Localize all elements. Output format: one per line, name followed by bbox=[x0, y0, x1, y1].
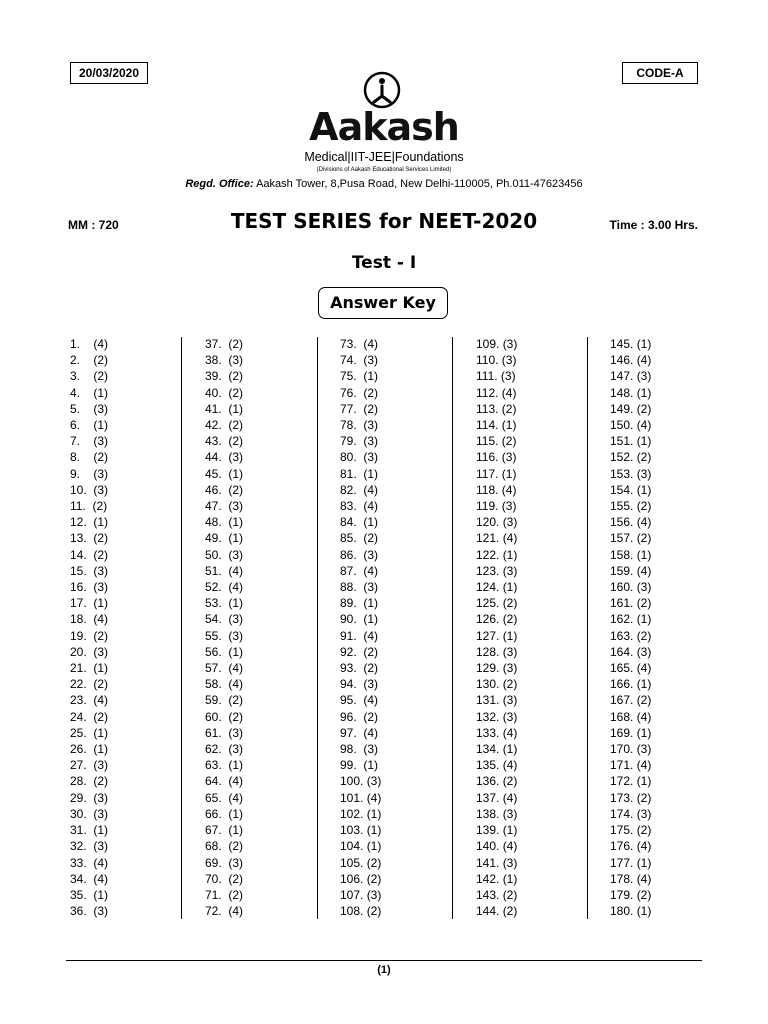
answer-item: 119. (3) bbox=[476, 499, 517, 514]
column-divider bbox=[452, 337, 453, 919]
answer-item: 6. (1) bbox=[70, 418, 109, 433]
answer-item: 104. (1) bbox=[340, 839, 382, 854]
answer-item: 168. (4) bbox=[610, 709, 652, 724]
answer-item: 160. (3) bbox=[610, 580, 652, 595]
answer-item: 159. (4) bbox=[610, 563, 652, 578]
answer-item: 171. (4) bbox=[610, 758, 652, 773]
answer-item: 20. (3) bbox=[70, 644, 109, 659]
answer-item: 158. (1) bbox=[610, 547, 652, 562]
answer-item: 179. (2) bbox=[610, 887, 652, 902]
answer-item: 74. (3) bbox=[340, 353, 379, 368]
answer-item: 139. (1) bbox=[476, 823, 518, 838]
answer-item: 45. (1) bbox=[205, 466, 244, 481]
answer-item: 21. (1) bbox=[70, 661, 109, 676]
answer-item: 87. (4) bbox=[340, 563, 379, 578]
answer-item: 79. (3) bbox=[340, 434, 379, 449]
answer-item: 162. (1) bbox=[610, 612, 652, 627]
answer-item: 149. (2) bbox=[610, 401, 652, 416]
answer-item: 58. (4) bbox=[205, 677, 244, 692]
answer-item: 113. (2) bbox=[476, 401, 517, 416]
answer-item: 16. (3) bbox=[70, 580, 109, 595]
column-divider bbox=[181, 337, 182, 919]
answer-item: 166. (1) bbox=[610, 677, 652, 692]
answer-item: 77. (2) bbox=[340, 401, 379, 416]
answer-item: 80. (3) bbox=[340, 450, 379, 465]
answer-item: 145. (1) bbox=[610, 337, 652, 351]
answer-item: 173. (2) bbox=[610, 790, 652, 805]
answer-item: 135. (4) bbox=[476, 758, 518, 773]
tagline: Medical|IIT-JEE|Foundations bbox=[304, 150, 464, 164]
answer-item: 153. (3) bbox=[610, 466, 652, 481]
answer-item: 169. (1) bbox=[610, 725, 652, 740]
answer-item: 29. (3) bbox=[70, 790, 109, 805]
answer-item: 72. (4) bbox=[205, 904, 244, 919]
answer-item: 99. (1) bbox=[340, 758, 379, 773]
answer-item: 51. (4) bbox=[205, 563, 244, 578]
answer-item: 27. (3) bbox=[70, 758, 109, 773]
answer-item: 93. (2) bbox=[340, 661, 379, 676]
answer-item: 48. (1) bbox=[205, 515, 244, 530]
answer-item: 37. (2) bbox=[205, 337, 244, 351]
answer-item: 4. (1) bbox=[70, 385, 109, 400]
answer-item: 70. (2) bbox=[205, 871, 244, 886]
answer-item: 65. (4) bbox=[205, 790, 244, 805]
answer-item: 112. (4) bbox=[476, 385, 517, 400]
answer-item: 55. (3) bbox=[205, 628, 244, 643]
answer-item: 95. (4) bbox=[340, 693, 379, 708]
answer-item: 50. (3) bbox=[205, 547, 244, 562]
answer-item: 68. (2) bbox=[205, 839, 244, 854]
answer-item: 22. (2) bbox=[70, 677, 109, 692]
answer-item: 78. (3) bbox=[340, 418, 379, 433]
answer-item: 122. (1) bbox=[476, 547, 518, 562]
answer-item: 71. (2) bbox=[205, 887, 244, 902]
answer-item: 42. (2) bbox=[205, 418, 244, 433]
answer-item: 107. (3) bbox=[340, 887, 382, 902]
answer-item: 11. (2) bbox=[70, 499, 108, 514]
answer-item: 82. (4) bbox=[340, 482, 379, 497]
answer-item: 170. (3) bbox=[610, 742, 652, 757]
answer-item: 89. (1) bbox=[340, 596, 379, 611]
answer-item: 178. (4) bbox=[610, 871, 652, 886]
answer-item: 15. (3) bbox=[70, 563, 109, 578]
answer-item: 103. (1) bbox=[340, 823, 382, 838]
answer-item: 64. (4) bbox=[205, 774, 244, 789]
answer-item: 33. (4) bbox=[70, 855, 109, 870]
answer-item: 98. (3) bbox=[340, 742, 379, 757]
answer-column bbox=[70, 336, 108, 919]
answer-item: 31. (1) bbox=[70, 823, 109, 838]
answer-item: 54. (3) bbox=[205, 612, 244, 627]
regd-office bbox=[0, 177, 768, 191]
answer-item: 138. (3) bbox=[476, 806, 518, 821]
footer-divider bbox=[66, 960, 702, 961]
answer-item: 32. (3) bbox=[70, 839, 109, 854]
answer-item: 85. (2) bbox=[340, 531, 379, 546]
column-divider bbox=[317, 337, 318, 919]
date-box: 20/03/2020 bbox=[70, 62, 148, 84]
answer-item: 47. (3) bbox=[205, 499, 244, 514]
answer-item: 105. (2) bbox=[340, 855, 382, 870]
answer-item: 14. (2) bbox=[70, 547, 109, 562]
answer-item: 25. (1) bbox=[70, 725, 109, 740]
answer-item: 132. (3) bbox=[476, 709, 518, 724]
answer-item: 96. (2) bbox=[340, 709, 379, 724]
answer-item: 172. (1) bbox=[610, 774, 652, 789]
answer-item: 90. (1) bbox=[340, 612, 379, 627]
answer-item: 154. (1) bbox=[610, 482, 652, 497]
answer-item: 163. (2) bbox=[610, 628, 652, 643]
answer-item: 59. (2) bbox=[205, 693, 244, 708]
answer-item: 9. (3) bbox=[70, 466, 109, 481]
answer-item: 49. (1) bbox=[205, 531, 244, 546]
brand-name: Aakash bbox=[309, 105, 459, 149]
answer-item: 141. (3) bbox=[476, 855, 518, 870]
answer-item: 123. (3) bbox=[476, 563, 518, 578]
answer-item: 86. (3) bbox=[340, 547, 379, 562]
tagline-sub: (Divisions of Aakash Educational Services Limited) bbox=[316, 167, 452, 173]
answer-item: 118. (4) bbox=[476, 482, 517, 497]
exam-time: Time : 3.00 Hrs. bbox=[609, 218, 698, 232]
answer-item: 75. (1) bbox=[340, 369, 379, 384]
answer-item: 125. (2) bbox=[476, 596, 518, 611]
answer-item: 121. (4) bbox=[476, 531, 518, 546]
answer-item: 174. (3) bbox=[610, 806, 652, 821]
answer-item: 115. (2) bbox=[476, 434, 517, 449]
answer-item: 161. (2) bbox=[610, 596, 652, 611]
answer-item: 128. (3) bbox=[476, 644, 518, 659]
answer-item: 46. (2) bbox=[205, 482, 244, 497]
answer-item: 67. (1) bbox=[205, 823, 244, 838]
answer-item: 73. (4) bbox=[340, 337, 379, 351]
answer-item: 133. (4) bbox=[476, 725, 518, 740]
answer-item: 24. (2) bbox=[70, 709, 109, 724]
answer-item: 91. (4) bbox=[340, 628, 379, 643]
answer-item: 84. (1) bbox=[340, 515, 379, 530]
answer-item: 114. (1) bbox=[476, 418, 517, 433]
answer-item: 148. (1) bbox=[610, 385, 652, 400]
answer-item: 40. (2) bbox=[205, 385, 244, 400]
answer-item: 19. (2) bbox=[70, 628, 109, 643]
answer-item: 146. (4) bbox=[610, 353, 652, 368]
answer-item: 126. (2) bbox=[476, 612, 518, 627]
answer-item: 157. (2) bbox=[610, 531, 652, 546]
answer-item: 7. (3) bbox=[70, 434, 109, 449]
answer-item: 127. (1) bbox=[476, 628, 518, 643]
answer-item: 176. (4) bbox=[610, 839, 652, 854]
answer-column bbox=[610, 336, 651, 919]
answer-item: 156. (4) bbox=[610, 515, 652, 530]
answer-item: 2. (2) bbox=[70, 353, 109, 368]
answer-item: 30. (3) bbox=[70, 806, 109, 821]
answer-item: 144. (2) bbox=[476, 904, 518, 919]
answer-column bbox=[205, 336, 243, 919]
answer-item: 131. (3) bbox=[476, 693, 518, 708]
answer-item: 97. (4) bbox=[340, 725, 379, 740]
answer-item: 111. (3) bbox=[476, 369, 516, 384]
answer-item: 81. (1) bbox=[340, 466, 379, 481]
answer-item: 10. (3) bbox=[70, 482, 109, 497]
answer-item: 109. (3) bbox=[476, 337, 518, 351]
max-marks: MM : 720 bbox=[68, 218, 119, 232]
answer-item: 137. (4) bbox=[476, 790, 518, 805]
answer-item: 175. (2) bbox=[610, 823, 652, 838]
answer-item: 8. (2) bbox=[70, 450, 109, 465]
answer-item: 5. (3) bbox=[70, 401, 109, 416]
answer-item: 38. (3) bbox=[205, 353, 244, 368]
answer-item: 56. (1) bbox=[205, 644, 244, 659]
answer-item: 147. (3) bbox=[610, 369, 652, 384]
answer-item: 52. (4) bbox=[205, 580, 244, 595]
answer-item: 177. (1) bbox=[610, 855, 652, 870]
answer-item: 167. (2) bbox=[610, 693, 652, 708]
answer-item: 17. (1) bbox=[70, 596, 109, 611]
regd-address: Aakash Tower, 8,Pusa Road, New Delhi-110005, Ph.011-47623456 bbox=[253, 178, 583, 190]
answer-item: 3. (2) bbox=[70, 369, 109, 384]
answer-item: 26. (1) bbox=[70, 742, 109, 757]
answer-item: 152. (2) bbox=[610, 450, 652, 465]
answer-item: 143. (2) bbox=[476, 887, 518, 902]
regd-label: Regd. Office: bbox=[185, 178, 254, 190]
answer-item: 60. (2) bbox=[205, 709, 244, 724]
column-divider bbox=[587, 337, 588, 919]
answer-item: 18. (4) bbox=[70, 612, 109, 627]
answer-item: 165. (4) bbox=[610, 661, 652, 676]
answer-item: 124. (1) bbox=[476, 580, 518, 595]
answer-item: 63. (1) bbox=[205, 758, 244, 773]
answer-item: 69. (3) bbox=[205, 855, 244, 870]
answer-item: 13. (2) bbox=[70, 531, 109, 546]
answer-item: 57. (4) bbox=[205, 661, 244, 676]
answer-item: 136. (2) bbox=[476, 774, 518, 789]
answer-item: 110. (3) bbox=[476, 353, 517, 368]
answer-item: 43. (2) bbox=[205, 434, 244, 449]
answer-item: 83. (4) bbox=[340, 499, 379, 514]
answer-item: 116. (3) bbox=[476, 450, 517, 465]
answer-item: 88. (3) bbox=[340, 580, 379, 595]
answer-item: 155. (2) bbox=[610, 499, 652, 514]
answer-item: 151. (1) bbox=[610, 434, 652, 449]
answer-key-heading: Answer Key bbox=[318, 287, 448, 319]
answer-item: 101. (4) bbox=[340, 790, 382, 805]
answer-item: 35. (1) bbox=[70, 887, 109, 902]
answer-item: 134. (1) bbox=[476, 742, 518, 757]
answer-item: 129. (3) bbox=[476, 661, 518, 676]
answer-item: 94. (3) bbox=[340, 677, 379, 692]
answer-item: 62. (3) bbox=[205, 742, 244, 757]
answer-item: 120. (3) bbox=[476, 515, 518, 530]
answer-item: 142. (1) bbox=[476, 871, 518, 886]
answer-item: 130. (2) bbox=[476, 677, 518, 692]
answer-item: 108. (2) bbox=[340, 904, 382, 919]
answer-item: 1. (4) bbox=[70, 337, 109, 351]
answer-item: 66. (1) bbox=[205, 806, 244, 821]
page-title: TEST SERIES for NEET-2020 bbox=[230, 209, 538, 233]
answer-item: 180. (1) bbox=[610, 904, 652, 919]
answer-item: 39. (2) bbox=[205, 369, 244, 384]
answer-item: 41. (1) bbox=[205, 401, 244, 416]
answer-item: 53. (1) bbox=[205, 596, 244, 611]
answer-item: 117. (1) bbox=[476, 466, 517, 481]
answer-item: 23. (4) bbox=[70, 693, 109, 708]
code-box: CODE-A bbox=[622, 62, 698, 84]
answer-item: 76. (2) bbox=[340, 385, 379, 400]
answer-item: 28. (2) bbox=[70, 774, 109, 789]
answer-column bbox=[476, 336, 517, 919]
answer-item: 140. (4) bbox=[476, 839, 518, 854]
answer-item: 44. (3) bbox=[205, 450, 244, 465]
answer-item: 150. (4) bbox=[610, 418, 652, 433]
test-number: Test - I bbox=[351, 253, 417, 273]
answer-item: 100. (3) bbox=[340, 774, 382, 789]
answer-item: 12. (1) bbox=[70, 515, 109, 530]
answer-item: 164. (3) bbox=[610, 644, 652, 659]
answer-item: 106. (2) bbox=[340, 871, 382, 886]
answer-item: 92. (2) bbox=[340, 644, 379, 659]
answer-item: 102. (1) bbox=[340, 806, 382, 821]
answer-item: 61. (3) bbox=[205, 725, 244, 740]
answer-item: 36. (3) bbox=[70, 904, 109, 919]
page-number: (1) bbox=[377, 964, 391, 976]
answer-column bbox=[340, 336, 381, 919]
answer-item: 34. (4) bbox=[70, 871, 109, 886]
